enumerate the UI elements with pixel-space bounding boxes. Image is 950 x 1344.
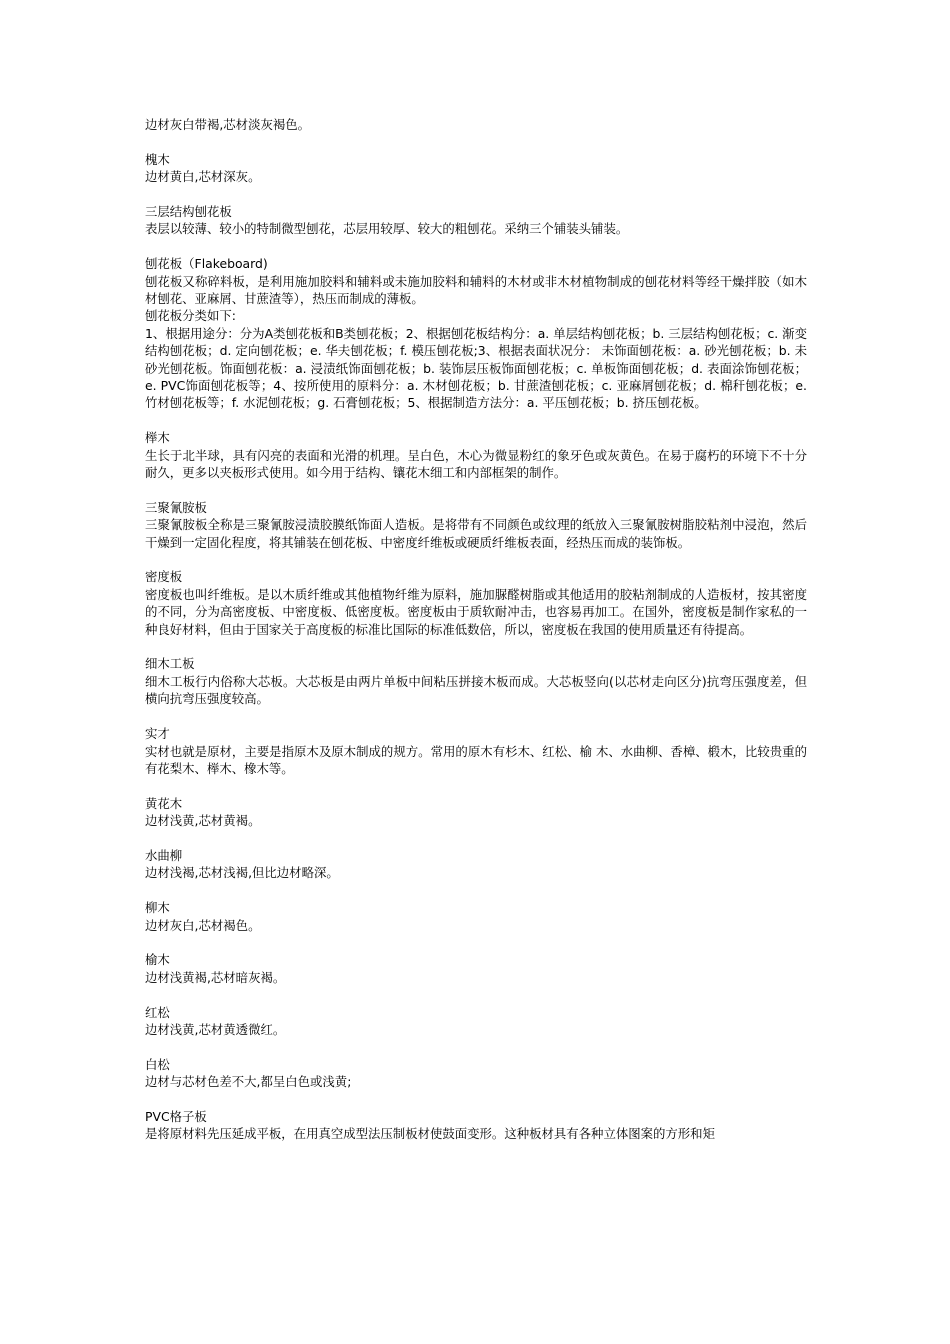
entry-section: [145, 847, 807, 882]
entry-text: 表层以较薄、较小的特制微型刨花，芯层用较厚、较大的粗刨花。采纳三个铺装头铺装。: [145, 221, 629, 237]
entry-term: 三聚氰胺板: [145, 499, 207, 515]
entry-section: [145, 1004, 807, 1039]
entry-text: 三聚氰胺板全称是三聚氰胺浸渍胶膜纸饰面人造板。是将带有不同颜色或纹理的纸放入三聚氰胺树脂胶粘剂中浸泡，然后干燥到一定固化程度，将其铺装在刨花板、中密度纤维板或硬质纤维板表面，经热压而成的装饰板。: [145, 517, 807, 550]
entry-section: [145, 499, 807, 551]
entry-text: 是将原材料先压延成平板，在用真空成型法压制板材使鼓面变形。这种板材具有各种立体图案的方形和矩: [145, 1126, 715, 1142]
entry-section: [145, 203, 807, 238]
entry-text: 实材也就是原材，主要是指原木及原木制成的规方。常用的原木有杉木、红松、榆 木、水曲柳、香樟、椴木，比较贵重的有花梨木、榉木、橡木等。: [145, 743, 807, 776]
lead-line: 边材灰白带褐,芯材淡灰褐色。: [145, 117, 311, 132]
entry-term: 黄花木: [145, 795, 183, 811]
entry-text: 边材与芯材色差不大,都呈白色或浅黄;: [145, 1074, 352, 1090]
entry-term: 细木工板: [145, 656, 195, 672]
entry-term: 红松: [145, 1004, 170, 1020]
entry-section: [145, 429, 807, 481]
entry-text: 边材浅褐,芯材浅褐,但比边材略深。: [145, 865, 339, 881]
entry-section: [145, 899, 807, 934]
entry-text: 刨花板分类如下:: [145, 308, 236, 324]
entry-term: 密度板: [145, 569, 183, 585]
entry-term: 水曲柳: [145, 847, 183, 863]
entry-text: 密度板也叫纤维板。是以木质纤维或其他植物纤维为原料，施加脲醛树脂或其他适用的胶粘剂制成的人造板材，按其密度的不同，分为高密度板、中密度板、低密度板。密度板由于质软耐冲击，也容易再加工。在国外，密度板是制作家私的一种良好材料，但由于国家关于高度板的标准比国际的标准低数倍，所以，密度板在我国的使用质量还有待提高。: [145, 586, 807, 637]
entries-list: [145, 151, 807, 1143]
entry-section: [145, 795, 807, 830]
entry-text: 1、根据用途分：分为A类刨花板和B类刨花板；2、根据刨花板结构分：a. 单层结构刨花板；b. 三层结构刨花板；c. 渐变结构刨花板；d. 定向刨花板；e. 华夫刨花板；f. 模压刨花板;3、根据表面状况分： 未饰面刨花板：a. 砂光刨花板；b. 未砂光刨花板。饰面刨花板：a. 浸渍纸饰面刨花板；b. 装饰层压板饰面刨花板；c. 单板饰面刨花板；d. 表面涂饰刨花板；e. PVC饰面刨花板等；4、按所使用的原料分：a. 木材刨花板；b. 甘蔗渣刨花板；c. 亚麻屑刨花板；d. 棉秆刨花板；e. 竹材刨花板等；f. 水泥刨花板；g. 石膏刨花板；5、根据制造方法分：a. 平压刨花板；b. 挤压刨花板。: [145, 325, 807, 411]
entry-term: PVC格子板: [145, 1108, 207, 1124]
entry-term: 刨花板（Flakeboard): [145, 256, 268, 272]
entry-text: 边材浅黄,芯材黄褐。: [145, 813, 261, 829]
entry-term: 实才: [145, 726, 170, 742]
entry-section: [145, 655, 807, 707]
entry-text: 刨花板又称碎料板，是利用施加胶料和辅料或未施加胶料和辅料的木材或非木材植物制成的刨花材料等经干燥拌胶（如木材刨花、亚麻屑、甘蔗渣等），热压而制成的薄板。: [145, 273, 807, 307]
entry-section: [145, 255, 807, 412]
entry-section: [145, 951, 807, 986]
entry-term: 榆木: [145, 952, 170, 968]
document-page: [145, 116, 807, 1143]
entry-section: [145, 725, 807, 777]
entry-text: 边材灰白,芯材褐色。: [145, 917, 261, 933]
entry-term: 三层结构刨花板: [145, 204, 232, 219]
entry-text: 边材浅黄,芯材黄透微红。: [145, 1021, 286, 1037]
entry-term: 槐木: [145, 151, 170, 167]
entry-term: 榉木: [145, 430, 170, 446]
entry-section: [145, 151, 807, 186]
entry-text: 边材浅黄褐,芯材暗灰褐。: [145, 969, 286, 985]
entry-term: 柳木: [145, 900, 170, 916]
entry-section: [145, 1056, 807, 1091]
entry-section: [145, 1108, 807, 1143]
entry-text: 生长于北半球，具有闪亮的表面和光滑的机理。呈白色，木心为微显粉红的象牙色或灰黄色。在易于腐朽的环境下不十分耐久，更多以夹板形式使用。如今用于结构、镶花木细工和内部框架的制作。: [145, 447, 807, 481]
entry-section: [145, 568, 807, 638]
entry-text: 边材黄白,芯材深灰。: [145, 169, 261, 185]
entry-text: 细木工板行内俗称大芯板。大芯板是由两片单板中间粘压拼接木板而成。大芯板竖向(以芯材走向区分)抗弯压强度差，但横向抗弯压强度较高。: [145, 673, 807, 707]
entry-term: 白松: [145, 1056, 170, 1072]
